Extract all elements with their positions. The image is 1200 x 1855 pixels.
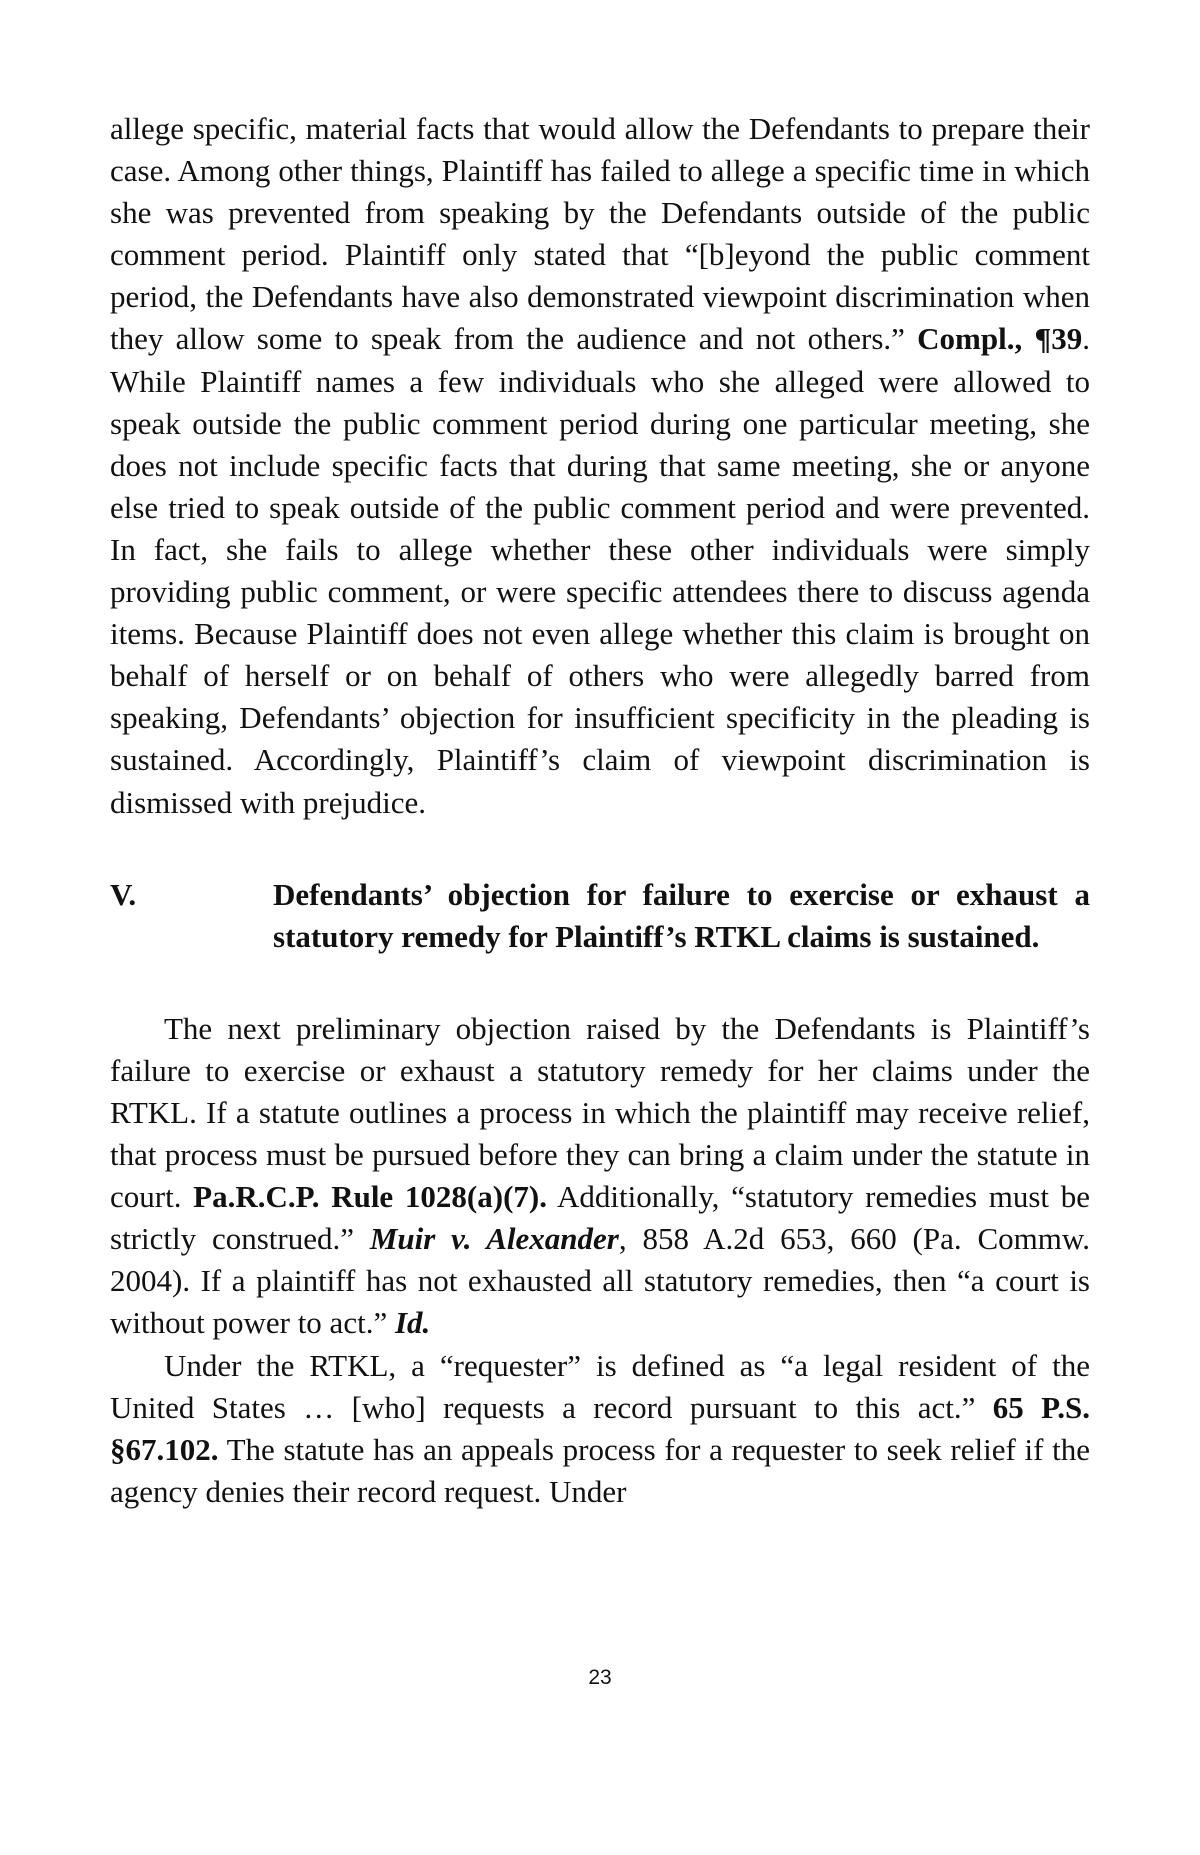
page-number: 23 <box>588 1666 612 1689</box>
paragraph-text: The statute has an appeals process for a requester to seek relief if the agency denies their record request. Under <box>110 1431 1090 1509</box>
opening-paragraphs <box>110 108 1090 824</box>
section-heading <box>110 874 1090 958</box>
body-paragraph <box>110 1008 1090 1345</box>
page-content <box>110 108 1090 1513</box>
citation-text: Muir v. Alexander <box>369 1221 619 1257</box>
citation-text: Compl., ¶39 <box>917 321 1083 357</box>
section-title: Defendants’ objection for failure to exercise or exhaust a statutory remedy for Plaintiff’s RTKL claims is sustained. <box>273 876 1090 954</box>
paragraph-text: , 858 A.2d 653, 660 (Pa. Commw. 2004). If a plaintiff has not exhausted all statutory remedies, then “a court is without power to act.” <box>110 1221 1090 1341</box>
section-body-paragraphs <box>110 1008 1090 1513</box>
section-number: V. <box>110 876 137 912</box>
paragraph-text: . While Plaintiff names a few individuals who she alleged were allowed to speak outside the public comment period during one particular meeting, she does not include specific facts that during that same meeting, she or anyone else tried to speak outside of the public comment period and were prevented. In fact, she fails to allege whether these other individuals were simply providing public comment, or were specific attendees there to discuss agenda items. Because Plaintiff does not even allege whether this claim is brought on behalf of herself or on behalf of others who were allegedly barred from speaking, Defendants’ objection for insufficient specificity in the pleading is sustained. Accordingly, Plaintiff’s claim of viewpoint discrimination is dismissed with prejudice. <box>110 321 1090 820</box>
citation-text: Pa.R.C.P. Rule 1028(a)(7). <box>193 1179 547 1215</box>
body-paragraph <box>110 1345 1090 1513</box>
citation-text: Id. <box>394 1305 431 1341</box>
paragraph-text: The next preliminary objection raised by the Defendants is Plaintiff’s failure to exercise or exhaust a statutory remedy for her claims under the RTKL. If a statute outlines a process in which the plaintiff may receive relief, that process must be pursued before they can bring a claim under the statute in court. <box>110 1010 1090 1215</box>
citation-text: 65 P.S. §67.102. <box>110 1389 1090 1467</box>
paragraph-text: Under the RTKL, a “requester” is defined as “a legal resident of the United States … [who] requests a record pursuant to this act.” <box>110 1347 1090 1425</box>
paragraph-text: allege specific, material facts that would allow the Defendants to prepare their case. Among other things, Plaintiff has failed to allege a specific time in which she was prevented from speaking by the Defendants outside of the public comment period. Plaintiff only stated that “[b]eyond the public comment period, the Defendants have also demonstrated viewpoint discrimination when they allow some to speak from the audience and not others.” <box>110 111 1090 357</box>
paragraph-text: Additionally, “statutory remedies must be strictly construed.” <box>110 1179 1091 1257</box>
body-paragraph <box>110 108 1090 824</box>
